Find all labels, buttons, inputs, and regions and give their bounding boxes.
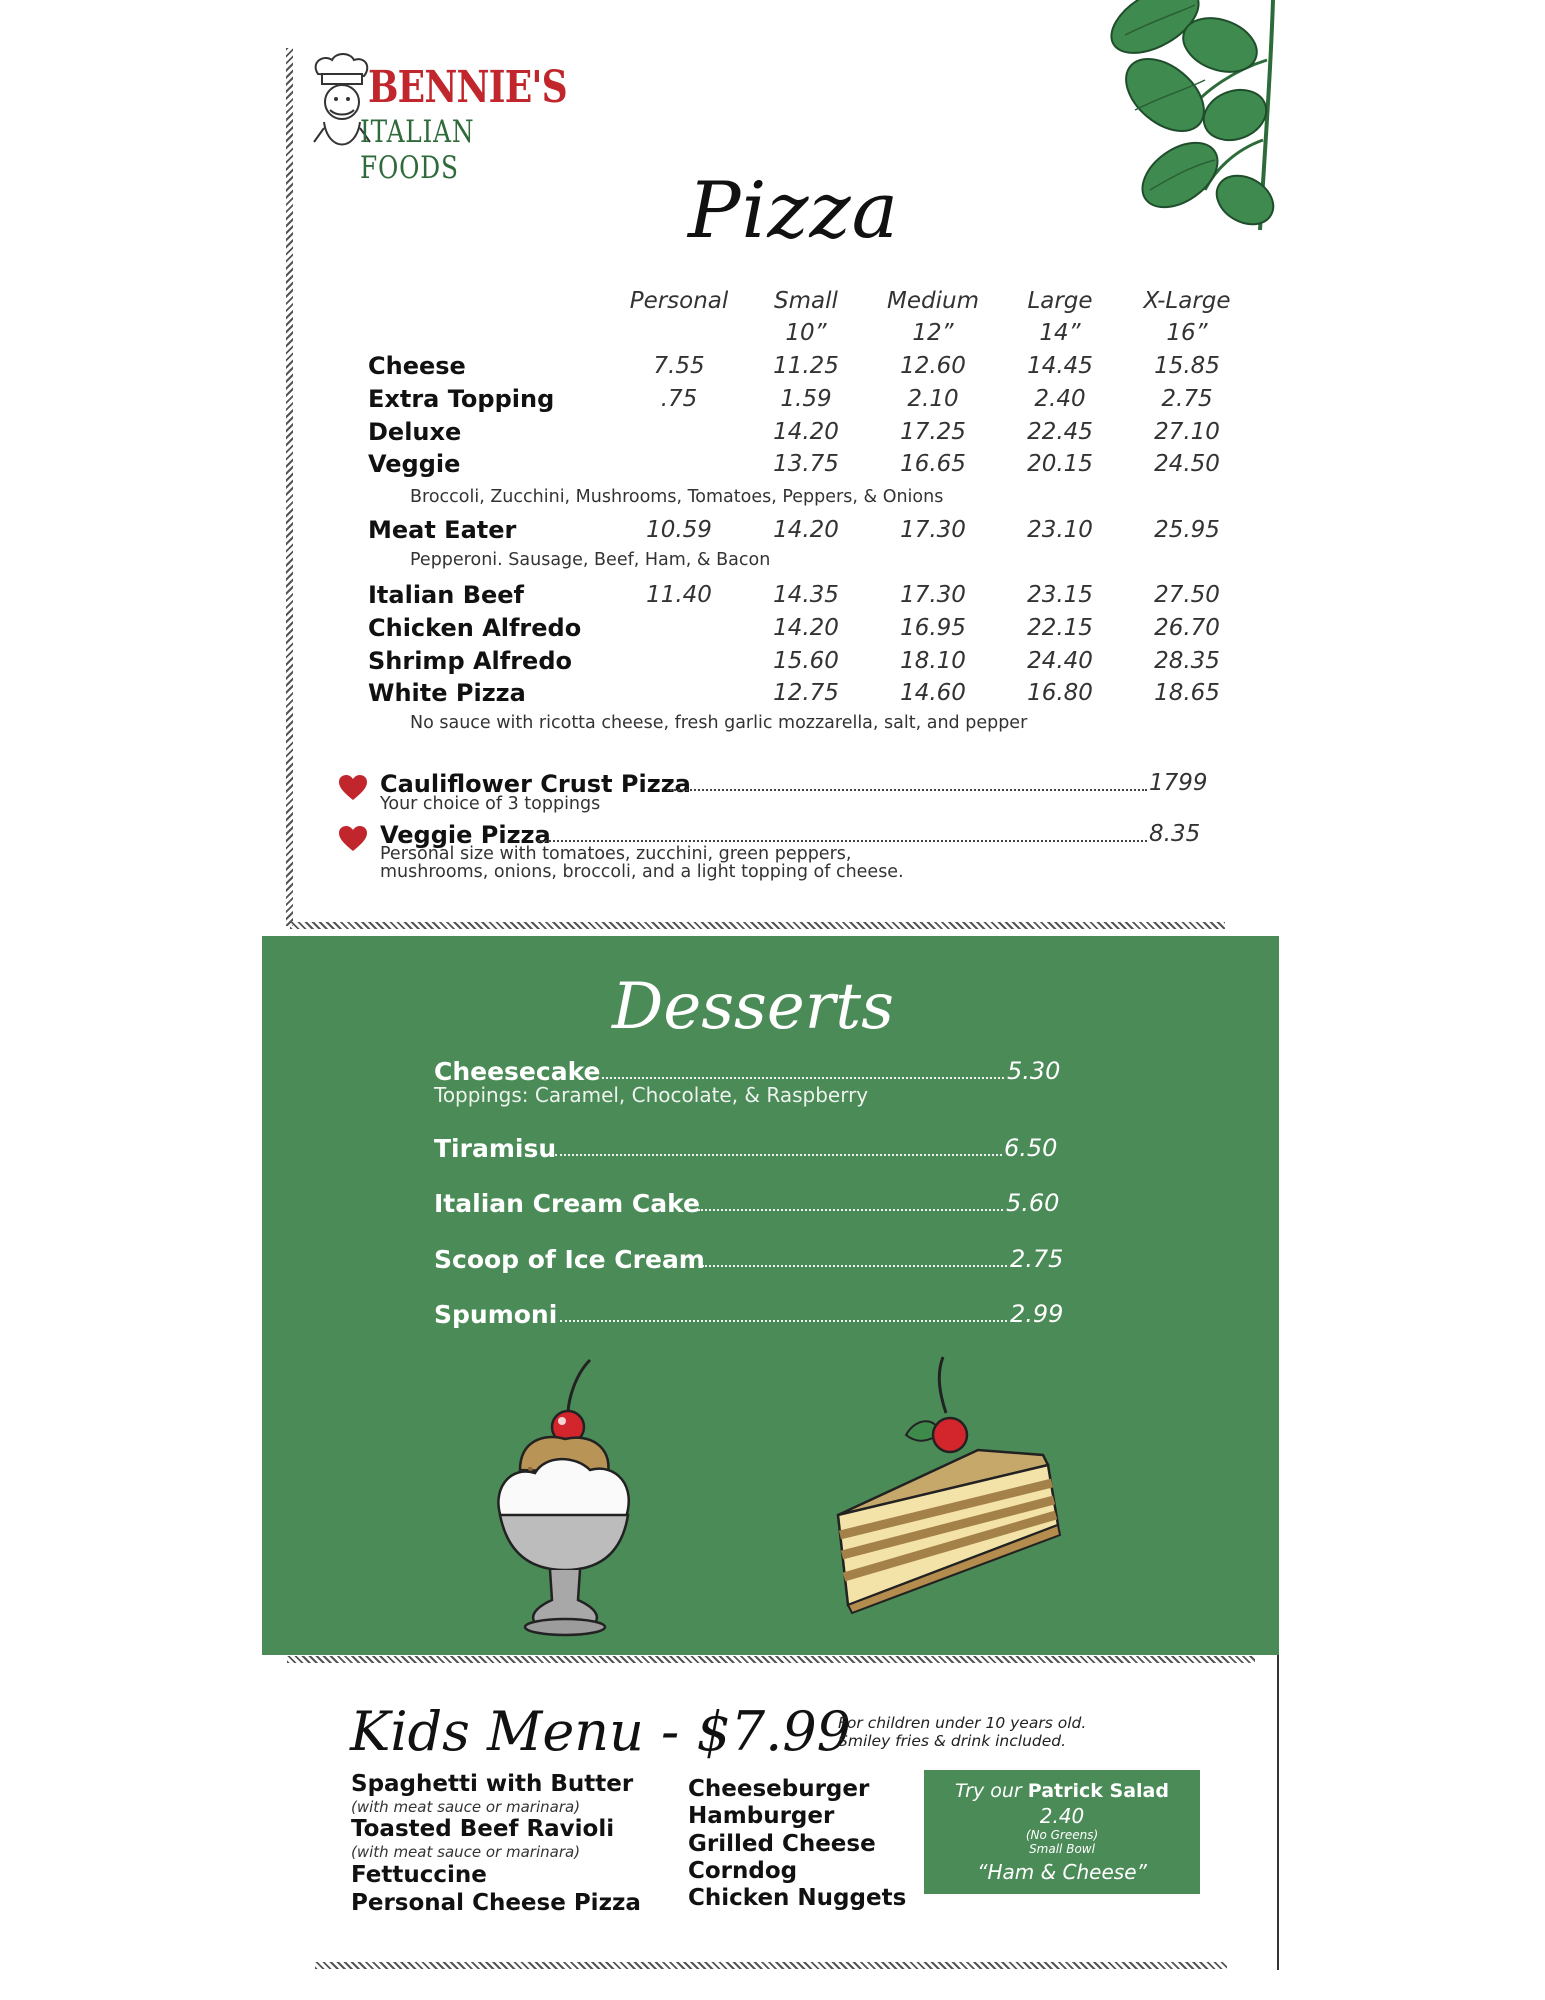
pizza-price-veggie-3: 20.15	[1027, 451, 1093, 477]
pizza-desc-white-pizza: No sauce with ricotta cheese, fresh garlic mozzarella, salt, and pepper	[410, 713, 1028, 733]
dessert-price-tiramisu: 6.50	[1004, 1134, 1058, 1162]
patrick-name: Patrick Salad	[1027, 1780, 1169, 1802]
kids-note-line2: Smiley fries & drink included.	[838, 1732, 1067, 1750]
special-price-cauliflower: 1799	[1149, 770, 1208, 796]
pizza-price-white-pizza-2: 14.60	[900, 680, 966, 706]
kids-item-cheeseburger: Cheeseburger	[688, 1776, 870, 1802]
pizza-price-deluxe-1: 14.20	[773, 419, 839, 445]
dessert-name-cheesecake: Cheesecake	[434, 1057, 601, 1086]
dessert-price-scoop-ice-cream: 2.75	[1010, 1245, 1064, 1273]
pizza-price-chicken-alfredo-3: 22.15	[1027, 615, 1093, 641]
pizza-price-veggie-4: 24.50	[1154, 451, 1220, 477]
heart-icon	[339, 826, 367, 852]
pizza-price-meat-eater-2: 17.30	[900, 517, 966, 543]
pizza-price-cheese-0: 7.55	[653, 353, 705, 379]
pizza-price-italian-beef-0: 11.40	[646, 582, 712, 608]
dessert-price-cheesecake: 5.30	[1007, 1057, 1061, 1085]
logo-subtitle: ITALIAN FOODS	[360, 114, 475, 186]
dessert-dots	[560, 1320, 1007, 1322]
special-name-veggie: Veggie Pizza	[380, 821, 551, 849]
kids-note-line1: For children under 10 years old.	[838, 1714, 1087, 1732]
pizza-price-shrimp-alfredo-3: 24.40	[1027, 648, 1093, 674]
pizza-price-cheese-1: 11.25	[773, 353, 839, 379]
patrick-no-greens: (No Greens)	[1025, 1828, 1099, 1842]
pizza-price-italian-beef-4: 27.50	[1154, 582, 1220, 608]
pizza-price-italian-beef-3: 23.15	[1027, 582, 1093, 608]
kids-item-fettuccine: Fettuccine	[351, 1862, 487, 1888]
dessert-dots	[602, 1077, 1004, 1079]
pizza-row-name-italian-beef: Italian Beef	[368, 581, 524, 609]
pizza-price-shrimp-alfredo-4: 28.35	[1154, 648, 1220, 674]
kids-title: Kids Menu - $7.99	[350, 1700, 852, 1763]
col-large: Large 14”	[1027, 288, 1093, 346]
pizza-price-deluxe-4: 27.10	[1154, 419, 1220, 445]
border-top-kids	[287, 1656, 1255, 1663]
dessert-name-scoop-ice-cream: Scoop of Ice Cream	[434, 1245, 705, 1274]
pizza-price-veggie-1: 13.75	[773, 451, 839, 477]
pizza-price-shrimp-alfredo-2: 18.10	[900, 648, 966, 674]
kids-item-chicken-nuggets: Chicken Nuggets	[688, 1885, 907, 1911]
patrick-quote: “Ham & Cheese”	[977, 1860, 1147, 1884]
patrick-try: Try our	[955, 1780, 1022, 1802]
pizza-price-white-pizza-1: 12.75	[773, 680, 839, 706]
pizza-price-white-pizza-4: 18.65	[1154, 680, 1220, 706]
border-bottom-pizza	[290, 922, 1225, 929]
desserts-title: Desserts	[612, 970, 894, 1044]
kids-item-hamburger: Hamburger	[688, 1803, 835, 1829]
kids-item-grilled-cheese: Grilled Cheese	[688, 1831, 876, 1857]
logo	[310, 52, 567, 186]
pizza-price-extra-topping-1: 1.59	[780, 386, 832, 412]
patrick-price: 2.40	[1039, 1804, 1085, 1828]
col-personal: Personal	[629, 288, 729, 314]
heart-icon	[339, 775, 367, 801]
kids-note	[838, 1714, 1086, 1750]
pizza-row-name-extra-topping: Extra Topping	[368, 385, 555, 413]
pizza-price-meat-eater-3: 23.10	[1027, 517, 1093, 543]
kids-item-personal-cheese-pizza: Personal Cheese Pizza	[351, 1890, 641, 1916]
cake-slice-icon	[828, 1355, 1064, 1615]
dessert-dots	[702, 1265, 1007, 1267]
kids-sub-ravioli: (with meat sauce or marinara)	[351, 1843, 581, 1861]
border-left	[286, 48, 293, 926]
pizza-price-meat-eater-1: 14.20	[773, 517, 839, 543]
col-medium: Medium 12”	[887, 288, 979, 346]
special-name-cauliflower: Cauliflower Crust Pizza	[380, 770, 691, 798]
pizza-price-white-pizza-3: 16.80	[1027, 680, 1093, 706]
dessert-price-spumoni: 2.99	[1010, 1300, 1064, 1328]
pizza-price-chicken-alfredo-4: 26.70	[1154, 615, 1220, 641]
dessert-dots	[555, 1154, 1002, 1156]
pizza-price-meat-eater-0: 10.59	[646, 517, 712, 543]
kids-item-spaghetti: Spaghetti with Butter	[351, 1771, 634, 1797]
patrick-small-bowl: Small Bowl	[1029, 1842, 1095, 1856]
dessert-name-italian-cream-cake: Italian Cream Cake	[434, 1189, 701, 1218]
kids-item-ravioli: Toasted Beef Ravioli	[351, 1816, 615, 1842]
dessert-name-spumoni: Spumoni	[434, 1300, 558, 1329]
kids-item-corndog: Corndog	[688, 1858, 798, 1884]
pizza-price-deluxe-3: 22.45	[1027, 419, 1093, 445]
dessert-desc-cheesecake: Toppings: Caramel, Chocolate, & Raspberry	[434, 1083, 869, 1107]
dessert-price-italian-cream-cake: 5.60	[1006, 1189, 1060, 1217]
pizza-row-name-cheese: Cheese	[368, 352, 466, 380]
pizza-row-name-deluxe: Deluxe	[368, 418, 462, 446]
pizza-price-extra-topping-2: 2.10	[907, 386, 959, 412]
pizza-price-shrimp-alfredo-1: 15.60	[773, 648, 839, 674]
pizza-row-name-white-pizza: White Pizza	[368, 679, 526, 707]
pizza-price-chicken-alfredo-2: 16.95	[900, 615, 966, 641]
patrick-salad-box	[924, 1770, 1200, 1894]
pizza-desc-meat-eater: Pepperoni. Sausage, Beef, Ham, & Bacon	[410, 550, 771, 570]
pizza-price-extra-topping-3: 2.40	[1034, 386, 1086, 412]
pizza-price-cheese-3: 14.45	[1027, 353, 1093, 379]
col-small: Small 10”	[774, 288, 838, 346]
pizza-title: Pizza	[688, 166, 900, 256]
special-price-veggie: 8.35	[1149, 821, 1201, 847]
kids-sub-spaghetti: (with meat sauce or marinara)	[351, 1798, 581, 1816]
ice-cream-sundae-icon	[490, 1355, 640, 1645]
col-xlarge: X-Large 16”	[1143, 288, 1231, 346]
pizza-price-extra-topping-4: 2.75	[1161, 386, 1213, 412]
special-desc-cauliflower: Your choice of 3 toppings	[380, 794, 601, 814]
pizza-row-name-shrimp-alfredo: Shrimp Alfredo	[368, 647, 572, 675]
pizza-price-deluxe-2: 17.25	[900, 419, 966, 445]
border-bottom-kids	[315, 1962, 1227, 1969]
pizza-price-italian-beef-2: 17.30	[900, 582, 966, 608]
logo-name: BENNIE'S	[368, 62, 567, 113]
pizza-row-name-veggie: Veggie	[368, 450, 461, 478]
pizza-row-name-meat-eater: Meat Eater	[368, 516, 517, 544]
pizza-price-veggie-2: 16.65	[900, 451, 966, 477]
special-dots	[667, 789, 1147, 791]
dessert-dots	[698, 1209, 1003, 1211]
pizza-price-cheese-4: 15.85	[1154, 353, 1220, 379]
pizza-desc-veggie: Broccoli, Zucchini, Mushrooms, Tomatoes, Peppers, & Onions	[410, 487, 944, 507]
special-dots	[538, 840, 1147, 842]
pizza-row-name-chicken-alfredo: Chicken Alfredo	[368, 614, 582, 642]
special-desc-veggie-line1: Personal size with tomatoes, zucchini, green peppers,	[380, 844, 852, 864]
pizza-price-extra-topping-0: .75	[660, 386, 698, 412]
pizza-price-cheese-2: 12.60	[900, 353, 966, 379]
pizza-price-chicken-alfredo-1: 14.20	[773, 615, 839, 641]
dessert-name-tiramisu: Tiramisu	[434, 1134, 557, 1163]
pizza-price-meat-eater-4: 25.95	[1154, 517, 1220, 543]
pizza-price-italian-beef-1: 14.35	[773, 582, 839, 608]
special-desc-veggie-line2: mushrooms, onions, broccoli, and a light topping of cheese.	[380, 862, 904, 882]
basil-leaves-icon	[1095, 0, 1285, 235]
